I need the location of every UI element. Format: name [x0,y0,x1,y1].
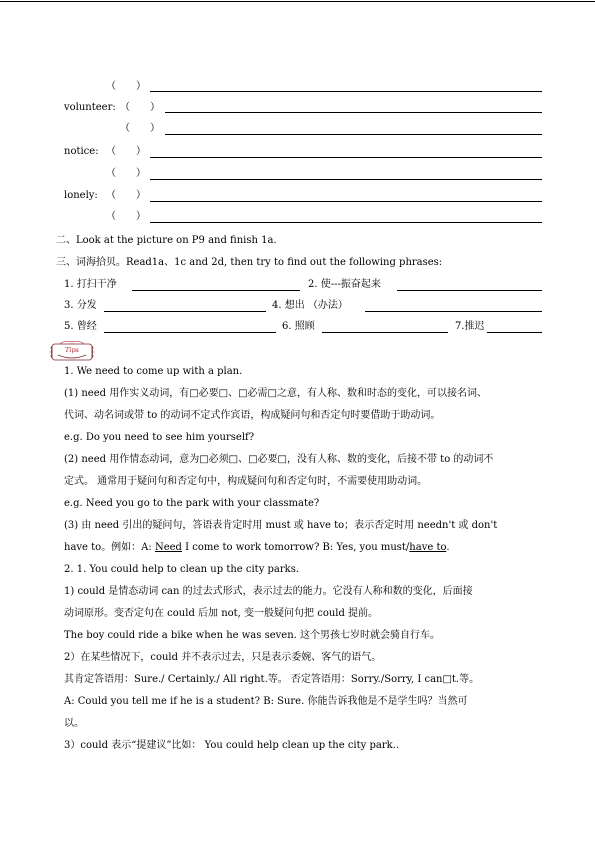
phrase-4: 4. 想出 （办法） [272,300,348,311]
bracket-blank: （ ） [106,190,146,201]
note-1-para-3b [64,541,450,554]
phrase-6: 6. 照顾 [282,321,315,332]
phrase-3: 3. 分发 [64,300,97,311]
note-1-para-1: (1) need 用作实义动词，有□必要□、□必需□之意，有人称、数和时态的变化，可以接名词、 [64,388,487,399]
note-1-title: 1. We need to come up with a plan. [64,366,243,377]
phrase-1: 1. 打扫干净 [64,279,117,290]
section-3-heading: 三、词海拾贝。Read1a、1c and 2d, then try to find out the following phrases: [56,257,443,268]
note-2-dialog-b: 以。 [64,718,84,729]
underlined-have-to: have to [409,542,447,553]
phrase-6-blank [322,332,448,333]
text-run: . [446,542,450,553]
word-label-notice: notice: [64,146,99,157]
note-1-para-1b: 代词、动名词或带 to 的动词不定式作宾语，构成疑问句和否定句时要借助于助动词。 [64,410,441,421]
tips-label: Tips [65,346,79,354]
word-label-lonely: lonely: [64,190,98,201]
phrase-2: 2. 使---振奋起来 [308,279,381,290]
section-2-heading: 二、Look at the picture on P9 and finish 1a. [56,235,277,246]
bracket-blank: （ ） [120,102,160,113]
phrase-3-blank [104,311,266,312]
answer-line [150,222,542,223]
text-run: have to。例如：A: [64,542,155,553]
phrase-7: 7.推迟 [455,321,485,332]
note-1-para-2b: 定式。 通常用于疑问句和否定句中，构成疑问句和否定句时，不需要使用助动词。 [64,476,428,487]
note-1-example-1: e.g. Do you need to see him yourself? [64,432,255,443]
phrase-2-blank [397,290,542,291]
tips-badge [50,340,94,363]
note-1-example-2: e.g. Need you go to the park with your classmate? [64,498,320,509]
answer-line [150,157,542,158]
answer-line [150,91,542,92]
phrase-5-blank [104,332,276,333]
bracket-blank: （ ） [120,123,160,134]
note-2-para-1b: 动词原形。变否定句在 could 后加 not, 变一般疑问句把 could 提前。 [64,608,379,619]
underlined-need: Need [154,542,182,553]
phrase-7-blank [487,332,542,333]
bracket-blank: （ ） [106,81,146,92]
note-2-title: 2. 1. You could help to clean up the city parks. [64,564,300,575]
text-run: I come to work tomorrow? B: Yes, you must/ [181,542,410,553]
answer-line [150,179,542,180]
bracket-blank: （ ） [106,146,146,157]
phrase-4-blank [365,311,542,312]
note-2-para-2: 2）在某些情况下，could 并不表示过去，只是表示委婉、客气的语气。 [64,652,382,663]
bracket-blank: （ ） [106,168,146,179]
answer-line [165,134,542,135]
phrase-5: 5. 曾经 [64,321,97,332]
note-2-dialog: A: Could you tell me if he is a student? B: Sure. 你能告诉我他是不是学生吗？当然可 [64,696,468,707]
note-1-para-3: (3) 由 need 引出的疑问句，答语表肯定时用 must 或 have to；表示否定时用 needn't 或 don't [64,520,498,531]
answer-line [165,112,542,113]
note-2-para-1: 1) could 是情态动词 can 的过去式形式，表示过去的能力。它没有人称和数的变化，后面接 [64,586,473,597]
phrase-1-blank [132,290,300,291]
bracket-blank: （ ） [106,211,146,222]
answer-line [150,201,542,202]
note-1-para-2: (2) need 用作情态动词，意为□必须□、□必要□，没有人称、数的变化，后接不带 to 的动词不 [64,454,494,465]
note-2-example: The boy could ride a bike when he was seven. 这个男孩七岁时就会骑自行车。 [64,630,440,641]
note-2-para-3: 3）could 表示“提建议”比如： You could help clean up the city park.. [64,740,400,751]
word-label-volunteer: volunteer: [64,102,116,113]
note-2-answers: 其肯定答语用：Sure./ Certainly./ All right.等。 否定答语用：Sorry./Sorry, I can□t.等。 [64,674,480,685]
